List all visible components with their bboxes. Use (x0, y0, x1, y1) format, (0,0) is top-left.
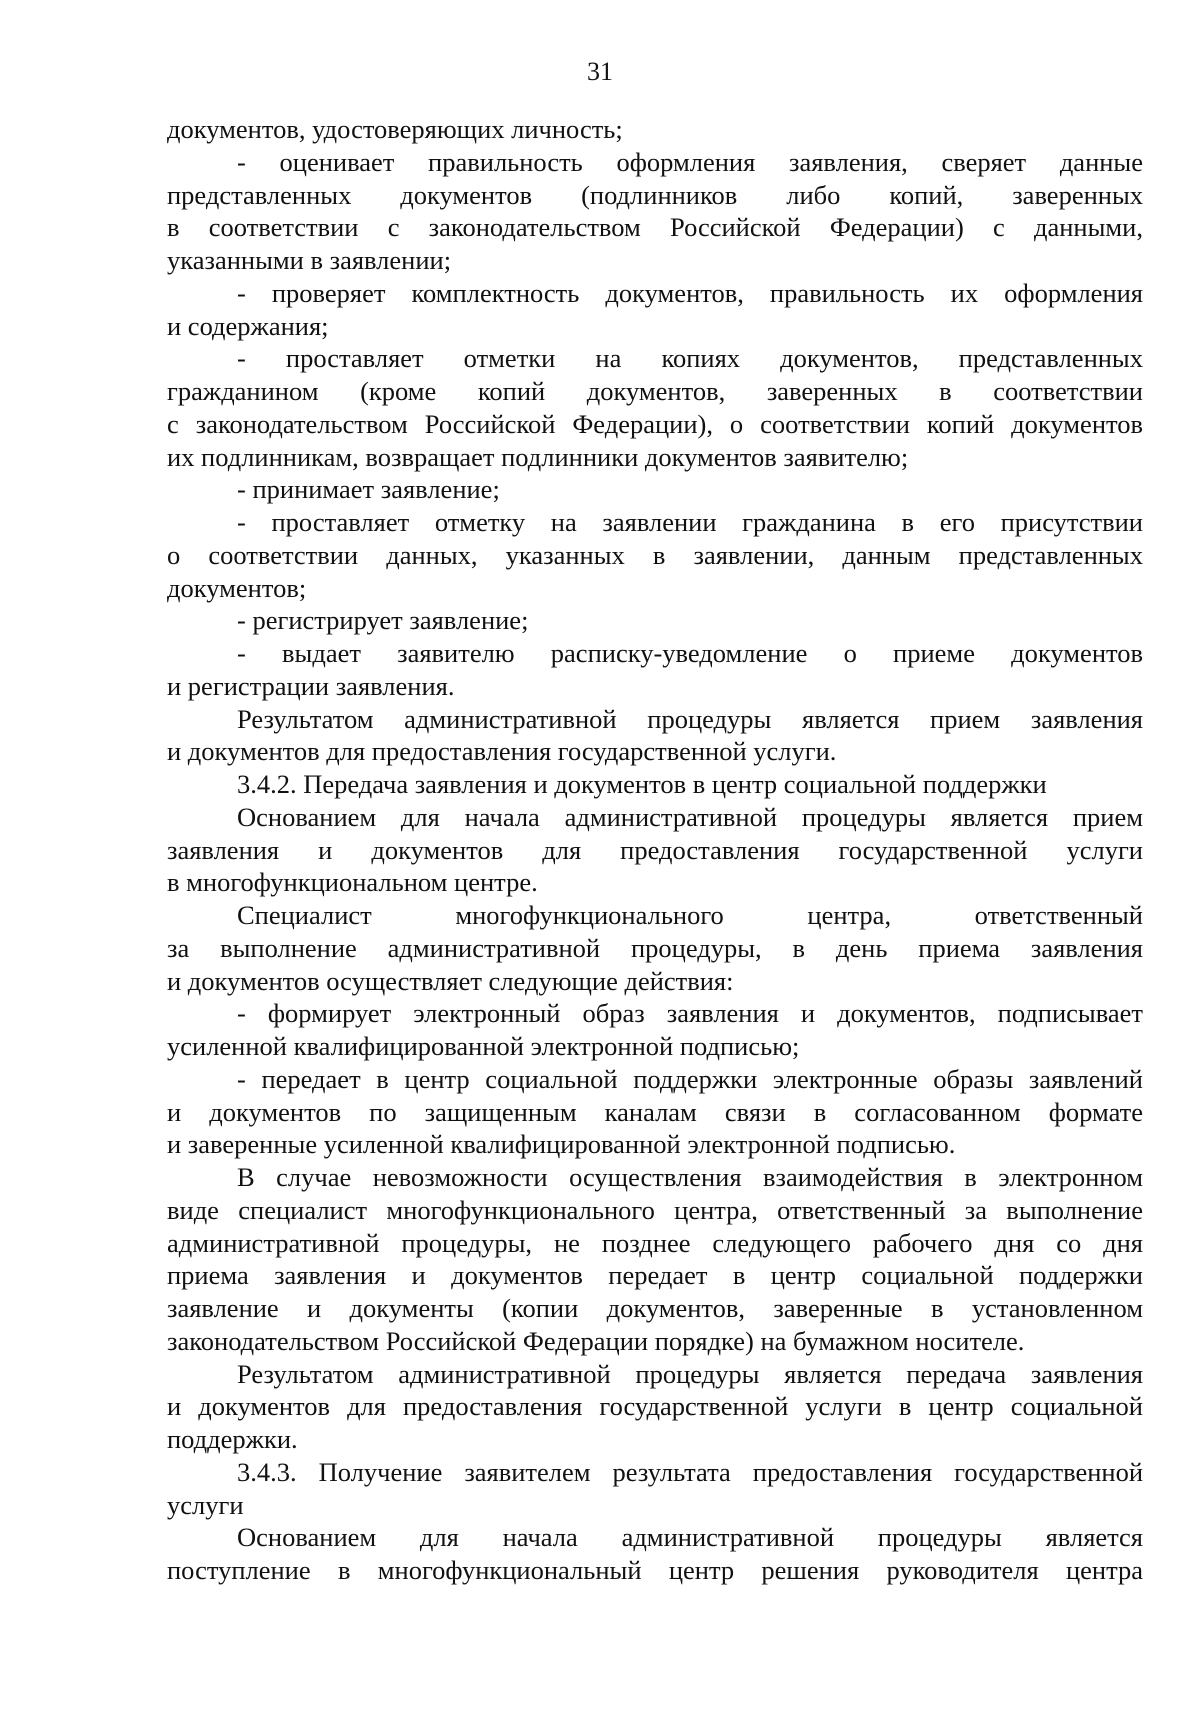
text-line: усиленной квалифицированной электронной подписью; (167, 1031, 800, 1061)
text-line: с законодательством Российской Федерации), о соответствии копий документов (167, 408, 1143, 439)
text-line: - проставляет отметку на заявлении гражданина в его присутствии (237, 507, 1143, 537)
text-line: законодательством Российской Федерации порядке) на бумажном носителе. (167, 1325, 1025, 1356)
document-body (167, 113, 1143, 1587)
text-line: административной процедуры, не позднее следующего рабочего дня со дня (167, 1227, 1143, 1258)
text-line: - формирует электронный образ заявления и документов, подписывает (237, 998, 1143, 1029)
text-line: и документов для предоставления государственной услуги в центр социальной (167, 1391, 1143, 1422)
text-line: - проставляет отметки на копиях документов, представленных (237, 343, 1143, 374)
text-line: и содержания; (167, 310, 329, 341)
text-line: - принимает заявление; (237, 474, 500, 505)
text-line: в многофункциональном центре. (167, 867, 538, 898)
text-line: Результатом административной процедуры является прием заявления (237, 703, 1143, 734)
text-line: и документов осуществляет следующие действия: (167, 965, 734, 996)
text-line: заявление и документы (копии документов, заверенные в установленном (167, 1293, 1143, 1323)
text-line: и заверенные усиленной квалифицированной электронной подписью. (167, 1129, 956, 1160)
text-line: Основанием для начала административной процедуры является прием (237, 801, 1143, 832)
text-line: поступление в многофункциональный центр решения руководителя центра (167, 1555, 1143, 1585)
text-line: за выполнение административной процедуры, в день приема заявления (167, 932, 1143, 963)
text-line: и документов по защищенным каналам связи в согласованном формате (167, 1096, 1143, 1127)
text-line: Основанием для начала административной процедуры является (237, 1522, 1143, 1553)
text-line: в соответствии с законодательством Российской Федерации) с данными, (167, 212, 1143, 243)
text-line: - выдает заявителю расписку-уведомление о приеме документов (237, 638, 1143, 668)
text-line: Специалист многофункционального центра, ответственный (237, 900, 1143, 930)
text-line: В случае невозможности осуществления взаимодействия в электронном (237, 1162, 1143, 1192)
text-line: 3.4.3. Получение заявителем результата предоставления государственной (237, 1456, 1143, 1487)
text-line: документов; (167, 572, 307, 603)
page-number: 31 (587, 57, 613, 86)
text-line: документов, удостоверяющих личность; (167, 114, 623, 144)
text-line: их подлинникам, возвращает подлинники документов заявителю; (167, 441, 909, 472)
text-line: представленных документов (подлинников либо копий, заверенных (167, 179, 1143, 210)
text-line: - регистрирует заявление; (237, 605, 529, 636)
text-line: указанными в заявлении; (167, 245, 452, 275)
text-line: - передает в центр социальной поддержки электронные образы заявлений (237, 1063, 1143, 1094)
text-line: Результатом административной процедуры является передача заявления (237, 1358, 1143, 1389)
text-line: - проверяет комплектность документов, правильность их оформления (237, 277, 1143, 308)
text-line: и документов для предоставления государственной услуги. (167, 736, 837, 767)
text-line: виде специалист многофункционального центра, ответственный за выполнение (167, 1194, 1143, 1225)
text-line: услуги (167, 1489, 244, 1520)
text-line: о соответствии данных, указанных в заявлении, данным представленных (167, 539, 1143, 570)
text-line: 3.4.2. Передача заявления и документов в центр социальной поддержки (237, 769, 1047, 799)
text-line: приема заявления и документов передает в центр социальной поддержки (167, 1260, 1143, 1291)
text-line: поддержки. (167, 1424, 298, 1454)
text-line: - оценивает правильность оформления заявления, сверяет данные (237, 146, 1143, 177)
text-line: заявления и документов для предоставления государственной услуги (167, 834, 1143, 865)
text-line: гражданином (кроме копий документов, заверенных в соответствии (167, 376, 1143, 406)
text-line: и регистрации заявления. (167, 670, 455, 701)
